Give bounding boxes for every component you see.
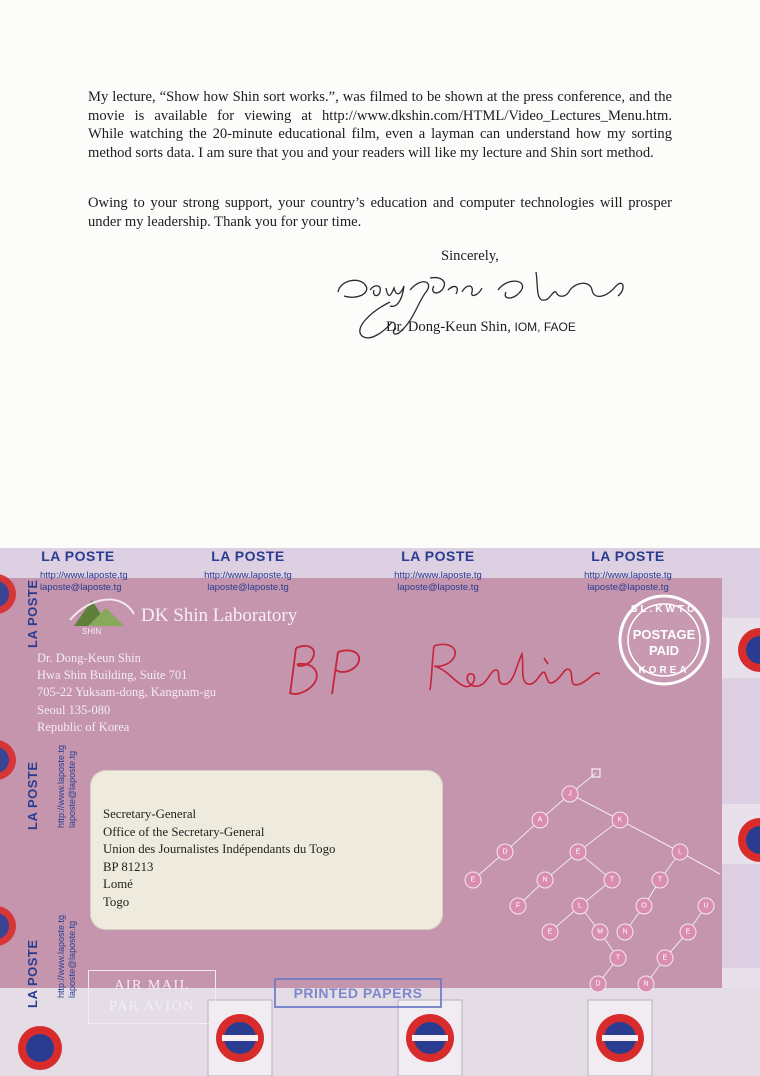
tree-node: [537, 872, 553, 888]
envelope: [0, 548, 760, 1076]
la-poste-header-2: [386, 548, 490, 594]
la-poste-header-3: [576, 548, 680, 594]
tree-node: [636, 898, 652, 914]
lab-name: DK Shin Laboratory: [141, 605, 298, 626]
stamp-paid-text: PAID: [648, 643, 680, 658]
recipient-line: Secretary-General: [103, 807, 197, 821]
la-poste-url: http://www.laposte.tg: [56, 744, 66, 828]
sender-address: [37, 650, 216, 736]
tree-node: [465, 872, 481, 888]
tree-node-label: M: [597, 928, 603, 936]
tree-node: [542, 924, 558, 940]
la-poste-title: LA POSTE: [25, 761, 40, 830]
tree-node-label: D: [502, 848, 508, 856]
la-poste-title: LA POSTE: [25, 939, 40, 1008]
la-poste-title: LA POSTE: [25, 579, 40, 648]
la-poste-email: laposte@laposte.tg: [587, 582, 669, 593]
la-poste-logo-icon-right: [722, 618, 760, 1040]
la-poste-title: LA POSTE: [591, 548, 665, 564]
la-poste-url: http://www.laposte.tg: [394, 570, 482, 581]
la-poste-url: http://www.laposte.tg: [56, 914, 66, 998]
letter-paragraph-2: Owing to your strong support, your country’s education and computer technologies will prosper under my leadership. Thank you for your time.: [88, 195, 672, 230]
sender-line: Seoul 135-080: [37, 702, 111, 717]
tree-node: [570, 844, 586, 860]
la-poste-url: http://www.laposte.tg: [204, 570, 292, 581]
letter-closing: Sincerely,: [441, 248, 499, 264]
tree-node-label: F: [515, 902, 521, 910]
la-poste-header-1: [196, 548, 300, 594]
tree-node-label: N: [643, 980, 649, 988]
tree-node: [592, 924, 608, 940]
tree-node-label: D: [595, 980, 601, 988]
tree-node-label: T: [609, 876, 615, 884]
tree-node: [672, 844, 688, 860]
tree-node-label: K: [617, 816, 623, 824]
tree-node: [510, 898, 526, 914]
la-poste-vertical-url-2: [56, 915, 78, 998]
tree-node: [638, 976, 654, 992]
postage-paid-stamp-text: [622, 600, 706, 676]
tree-node-label: A: [537, 816, 543, 824]
tree-node: [572, 898, 588, 914]
handwritten-note: [282, 636, 622, 706]
signer-credentials: IOM, FAOE: [514, 320, 576, 334]
tree-node: [657, 950, 673, 966]
la-poste-title: LA POSTE: [41, 548, 115, 564]
la-poste-title: LA POSTE: [211, 548, 285, 564]
la-poste-email: laposte@laposte.tg: [207, 582, 289, 593]
la-poste-url: http://www.laposte.tg: [40, 570, 128, 581]
tree-node-label: E: [547, 928, 553, 936]
tree-node: [698, 898, 714, 914]
tree-node-label: L: [678, 848, 682, 856]
tree-node: [612, 812, 628, 828]
air-mail-text: AIR MAIL: [114, 978, 190, 993]
la-poste-vertical-2: [24, 761, 42, 830]
la-poste-email: laposte@laposte.tg: [397, 582, 479, 593]
tree-node-label: N: [542, 876, 548, 884]
la-poste-title: LA POSTE: [401, 548, 475, 564]
lab-logo-text: SHIN: [82, 627, 102, 636]
la-poste-vertical-3: [24, 939, 42, 1008]
tree-node-label: J: [568, 790, 572, 798]
recipient-line: Union des Journalistes Indépendants du Togo: [103, 842, 336, 856]
tree-node-label: T: [657, 876, 663, 884]
tree-node: [680, 924, 696, 940]
sender-line: Hwa Shin Building, Suite 701: [37, 668, 188, 683]
printed-papers-stamp: PRINTED PAPERS: [274, 978, 442, 1008]
tree-node: [617, 924, 633, 940]
tree-node: [652, 872, 668, 888]
sender-line: 705-22 Yuksam-dong, Kangnam-gu: [37, 685, 217, 700]
tree-node: [610, 950, 626, 966]
tree-node: [562, 786, 578, 802]
sender-line: Dr. Dong-Keun Shin: [37, 651, 141, 665]
la-poste-vertical-url: [56, 745, 78, 828]
recipient-address: [103, 806, 335, 911]
sender-line: Republic of Korea: [37, 719, 130, 734]
tree-node: [497, 844, 513, 860]
tree-node-label: T: [615, 954, 621, 962]
signer-name: Dr. Dong-Keun Shin,: [386, 319, 511, 335]
tree-node-label: E: [470, 876, 476, 884]
la-poste-email: laposte@laposte.tg: [40, 582, 122, 593]
tree-node-label: E: [662, 954, 668, 962]
signer-block: [386, 319, 576, 336]
la-poste-header-0: [40, 548, 128, 594]
stamp-top-text: SL.KWTC: [630, 604, 698, 615]
stamp-country-text: KOREA: [638, 665, 690, 676]
la-poste-url: http://www.laposte.tg: [584, 570, 672, 581]
tree-node: [590, 976, 606, 992]
la-poste-vertical-1: [24, 579, 42, 648]
recipient-line: Office of the Secretary-General: [103, 824, 265, 839]
tree-node-label: E: [685, 928, 691, 936]
recipient-line: Togo: [103, 894, 130, 909]
tree-node-label: O: [641, 902, 647, 910]
air-mail-label: [88, 970, 216, 1024]
tree-node: [532, 812, 548, 828]
par-avion-text: PAR AVION: [109, 999, 195, 1014]
tree-node: [604, 872, 620, 888]
la-poste-email: laposte@laposte.tg: [67, 920, 77, 998]
recipient-line: Lomé: [103, 877, 133, 891]
tree-node-label: N: [622, 928, 628, 936]
recipient-line: BP 81213: [103, 859, 154, 874]
la-poste-email: laposte@laposte.tg: [67, 750, 77, 828]
tree-node-label: L: [578, 902, 582, 910]
letter-paragraph-1: My lecture, “Show how Shin sort works.”, was filmed to be shown at the press conference, and the movie is available for viewing at http://www.dkshin.com/HTML/Video_Lectures_Menu.htm. While watching the 20-minute educational film, even a layman can understand how my sorting method sorts data. I am sure that you and your readers will like my lecture and Shin sort method.: [88, 89, 672, 161]
tree-node-label: E: [575, 848, 581, 856]
tree-node-label: U: [703, 902, 709, 910]
stamp-postage-text: POSTAGE: [632, 627, 696, 642]
